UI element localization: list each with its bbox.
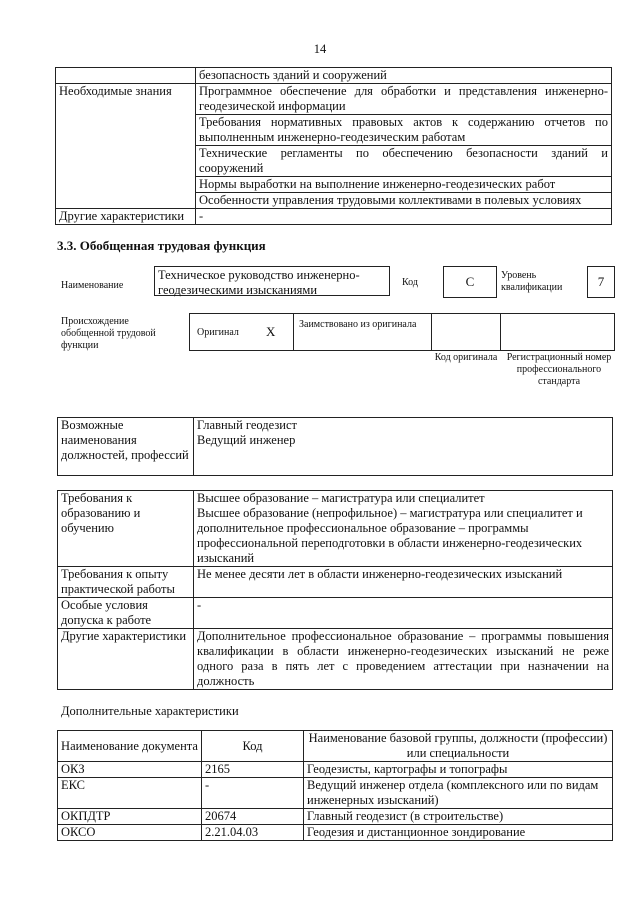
req-value: Дополнительное профессиональное образование – программы повышения квалификации в области инженерно-геодезических изысканий не реже одного раза в пять лет с проведением аттестации при назначении на должность xyxy=(194,629,613,690)
position-item: Ведущий инженер xyxy=(197,433,296,447)
doc-cell: ОКЗ xyxy=(58,762,202,778)
original-mark: X xyxy=(266,324,276,339)
positions-table xyxy=(57,417,613,476)
req-label: Требования к образованию и обучению xyxy=(58,491,194,567)
req-label: Другие характеристики xyxy=(58,629,194,690)
code-cell: - xyxy=(202,778,304,809)
name-label: Наименование xyxy=(61,280,124,291)
continued-row: безопасность зданий и сооружений xyxy=(196,68,612,84)
knowledge-label: Необходимые знания xyxy=(56,84,196,209)
req-value: Не менее десяти лет в области инженерно-геодезических изысканий xyxy=(194,567,613,598)
positions-label: Возможные наименования должностей, профессий xyxy=(58,418,194,476)
table-row xyxy=(58,825,613,841)
code-cell: 2.21.04.03 xyxy=(202,825,304,841)
original-label: Оригинал xyxy=(197,327,239,338)
doc-cell: ЕКС xyxy=(58,778,202,809)
header-cell: Код xyxy=(202,731,304,762)
knowledge-item: Нормы выработки на выполнение инженерно-геодезических работ xyxy=(196,177,612,193)
additional-table xyxy=(57,730,613,841)
other-label: Другие характеристики xyxy=(56,209,196,225)
table-row xyxy=(58,778,613,809)
req-value: Высшее образование – магистратура или специалитет Высшее образование (непрофильное) – магистратура или специалитет и дополнительное профессиональное образование – программы профессиональной переподготовки в области инженерно-геодезических изысканий xyxy=(194,491,613,567)
requirements-table xyxy=(57,490,613,690)
origin-box xyxy=(189,313,615,351)
code-orig-caption: Код оригинала xyxy=(434,352,498,363)
req-label: Требования к опыту практической работы xyxy=(58,567,194,598)
group-cell: Ведущий инженер отдела (комплексного или по видам инженерных изысканий) xyxy=(304,778,613,809)
knowledge-table xyxy=(55,67,612,225)
knowledge-item: Технические регламенты по обеспечению безопасности зданий и сооружений xyxy=(196,146,612,177)
reg-caption: Регистрационный номер профессионального стандарта xyxy=(506,352,612,387)
doc-cell: ОКПДТР xyxy=(58,809,202,825)
group-cell: Геодезия и дистанционное зондирование xyxy=(304,825,613,841)
code-cell: 2165 xyxy=(202,762,304,778)
other-value: - xyxy=(196,209,612,225)
origin-divider xyxy=(293,314,294,350)
table-row xyxy=(58,809,613,825)
level-value: 7 xyxy=(587,266,615,298)
code-cell: 20674 xyxy=(202,809,304,825)
req-label: Особые условия допуска к работе xyxy=(58,598,194,629)
origin-label: Происхождение обобщенной трудовой функции xyxy=(61,316,156,351)
section-title: 3.3. Обобщенная трудовая функция xyxy=(57,238,266,253)
page-number: 14 xyxy=(313,42,327,56)
function-code-value: C xyxy=(443,266,497,298)
origin-divider xyxy=(500,314,501,350)
position-item: Главный геодезист xyxy=(197,418,297,432)
origin-divider xyxy=(431,314,432,350)
borrowed-label: Заимствовано из оригинала xyxy=(299,319,417,330)
additional-title: Дополнительные характеристики xyxy=(61,704,239,718)
knowledge-item: Особенности управления трудовыми коллективами в полевых условиях xyxy=(196,193,612,209)
code-label: Код xyxy=(402,277,418,288)
function-name-value: Техническое руководство инженерно-геодезическими изысканиями xyxy=(154,266,390,296)
header-cell: Наименование документа xyxy=(58,731,202,762)
doc-cell: ОКСО xyxy=(58,825,202,841)
knowledge-item: Требования нормативных правовых актов к содержанию отчетов по выполненным инженерно-геодезическим работам xyxy=(196,115,612,146)
table-row xyxy=(58,762,613,778)
req-value: - xyxy=(194,598,613,629)
knowledge-item: Программное обеспечение для обработки и представления инженерно-геодезической информации xyxy=(196,84,612,115)
group-cell: Геодезисты, картографы и топографы xyxy=(304,762,613,778)
group-cell: Главный геодезист (в строительстве) xyxy=(304,809,613,825)
header-cell: Наименование базовой группы, должности (профессии) или специальности xyxy=(304,731,613,762)
level-label: Уровень квалификации xyxy=(501,270,563,293)
